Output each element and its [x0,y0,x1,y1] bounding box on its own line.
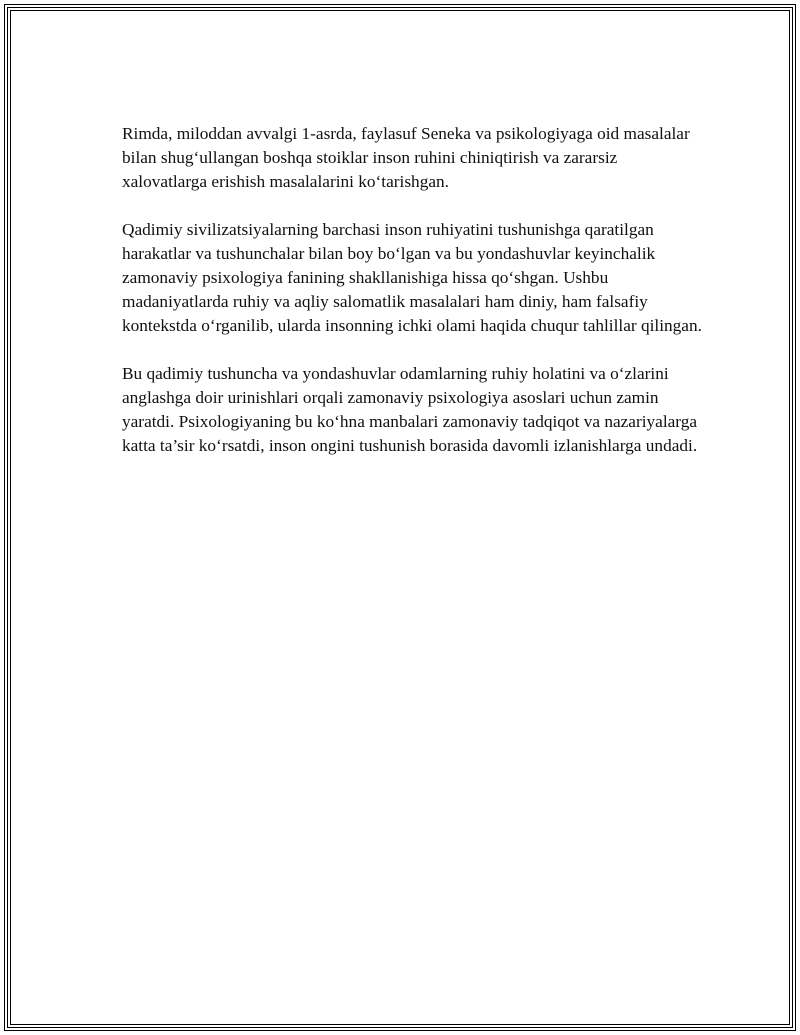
paragraph-2: Qadimiy sivilizatsiyalarning barchasi inson ruhiyatini tushunishga qaratilgan harakatlar va tushunchalar bilan boy bo‘lgan va bu yondashuvlar keyinchalik zamonaviy psixologiya fanining shakllanishiga hissa qo‘shgan. Ushbu madaniyatlarda ruhiy va aqliy salomatlik masalalari ham diniy, ham falsafiy kontekstda o‘rganilib, ularda insonning ichki olami haqida chuqur tahlillar qilingan. [122,220,702,335]
page-frame [4,4,796,1031]
document-body [122,122,702,482]
paragraph-3: Bu qadimiy tushuncha va yondashuvlar odamlarning ruhiy holatini va o‘zlarini anglashga doir urinishlari orqali zamonaviy psixologiya asoslari uchun zamin yaratdi. Psixologiyaning bu ko‘hna manbalari zamonaviy tadqiqot va nazariyalarga katta ta’sir ko‘rsatdi, inson ongini tushunish borasida davomli izlanishlarga undadi. [122,364,698,455]
paragraph-1: Rimda, miloddan avvalgi 1-asrda, faylasuf Seneka va psikologiyaga oid masalalar bilan shug‘ullangan boshqa stoiklar inson ruhini chiniqtirish va zararsiz xalovatlarga erishish masalalarini ko‘tarishgan. [122,124,690,191]
